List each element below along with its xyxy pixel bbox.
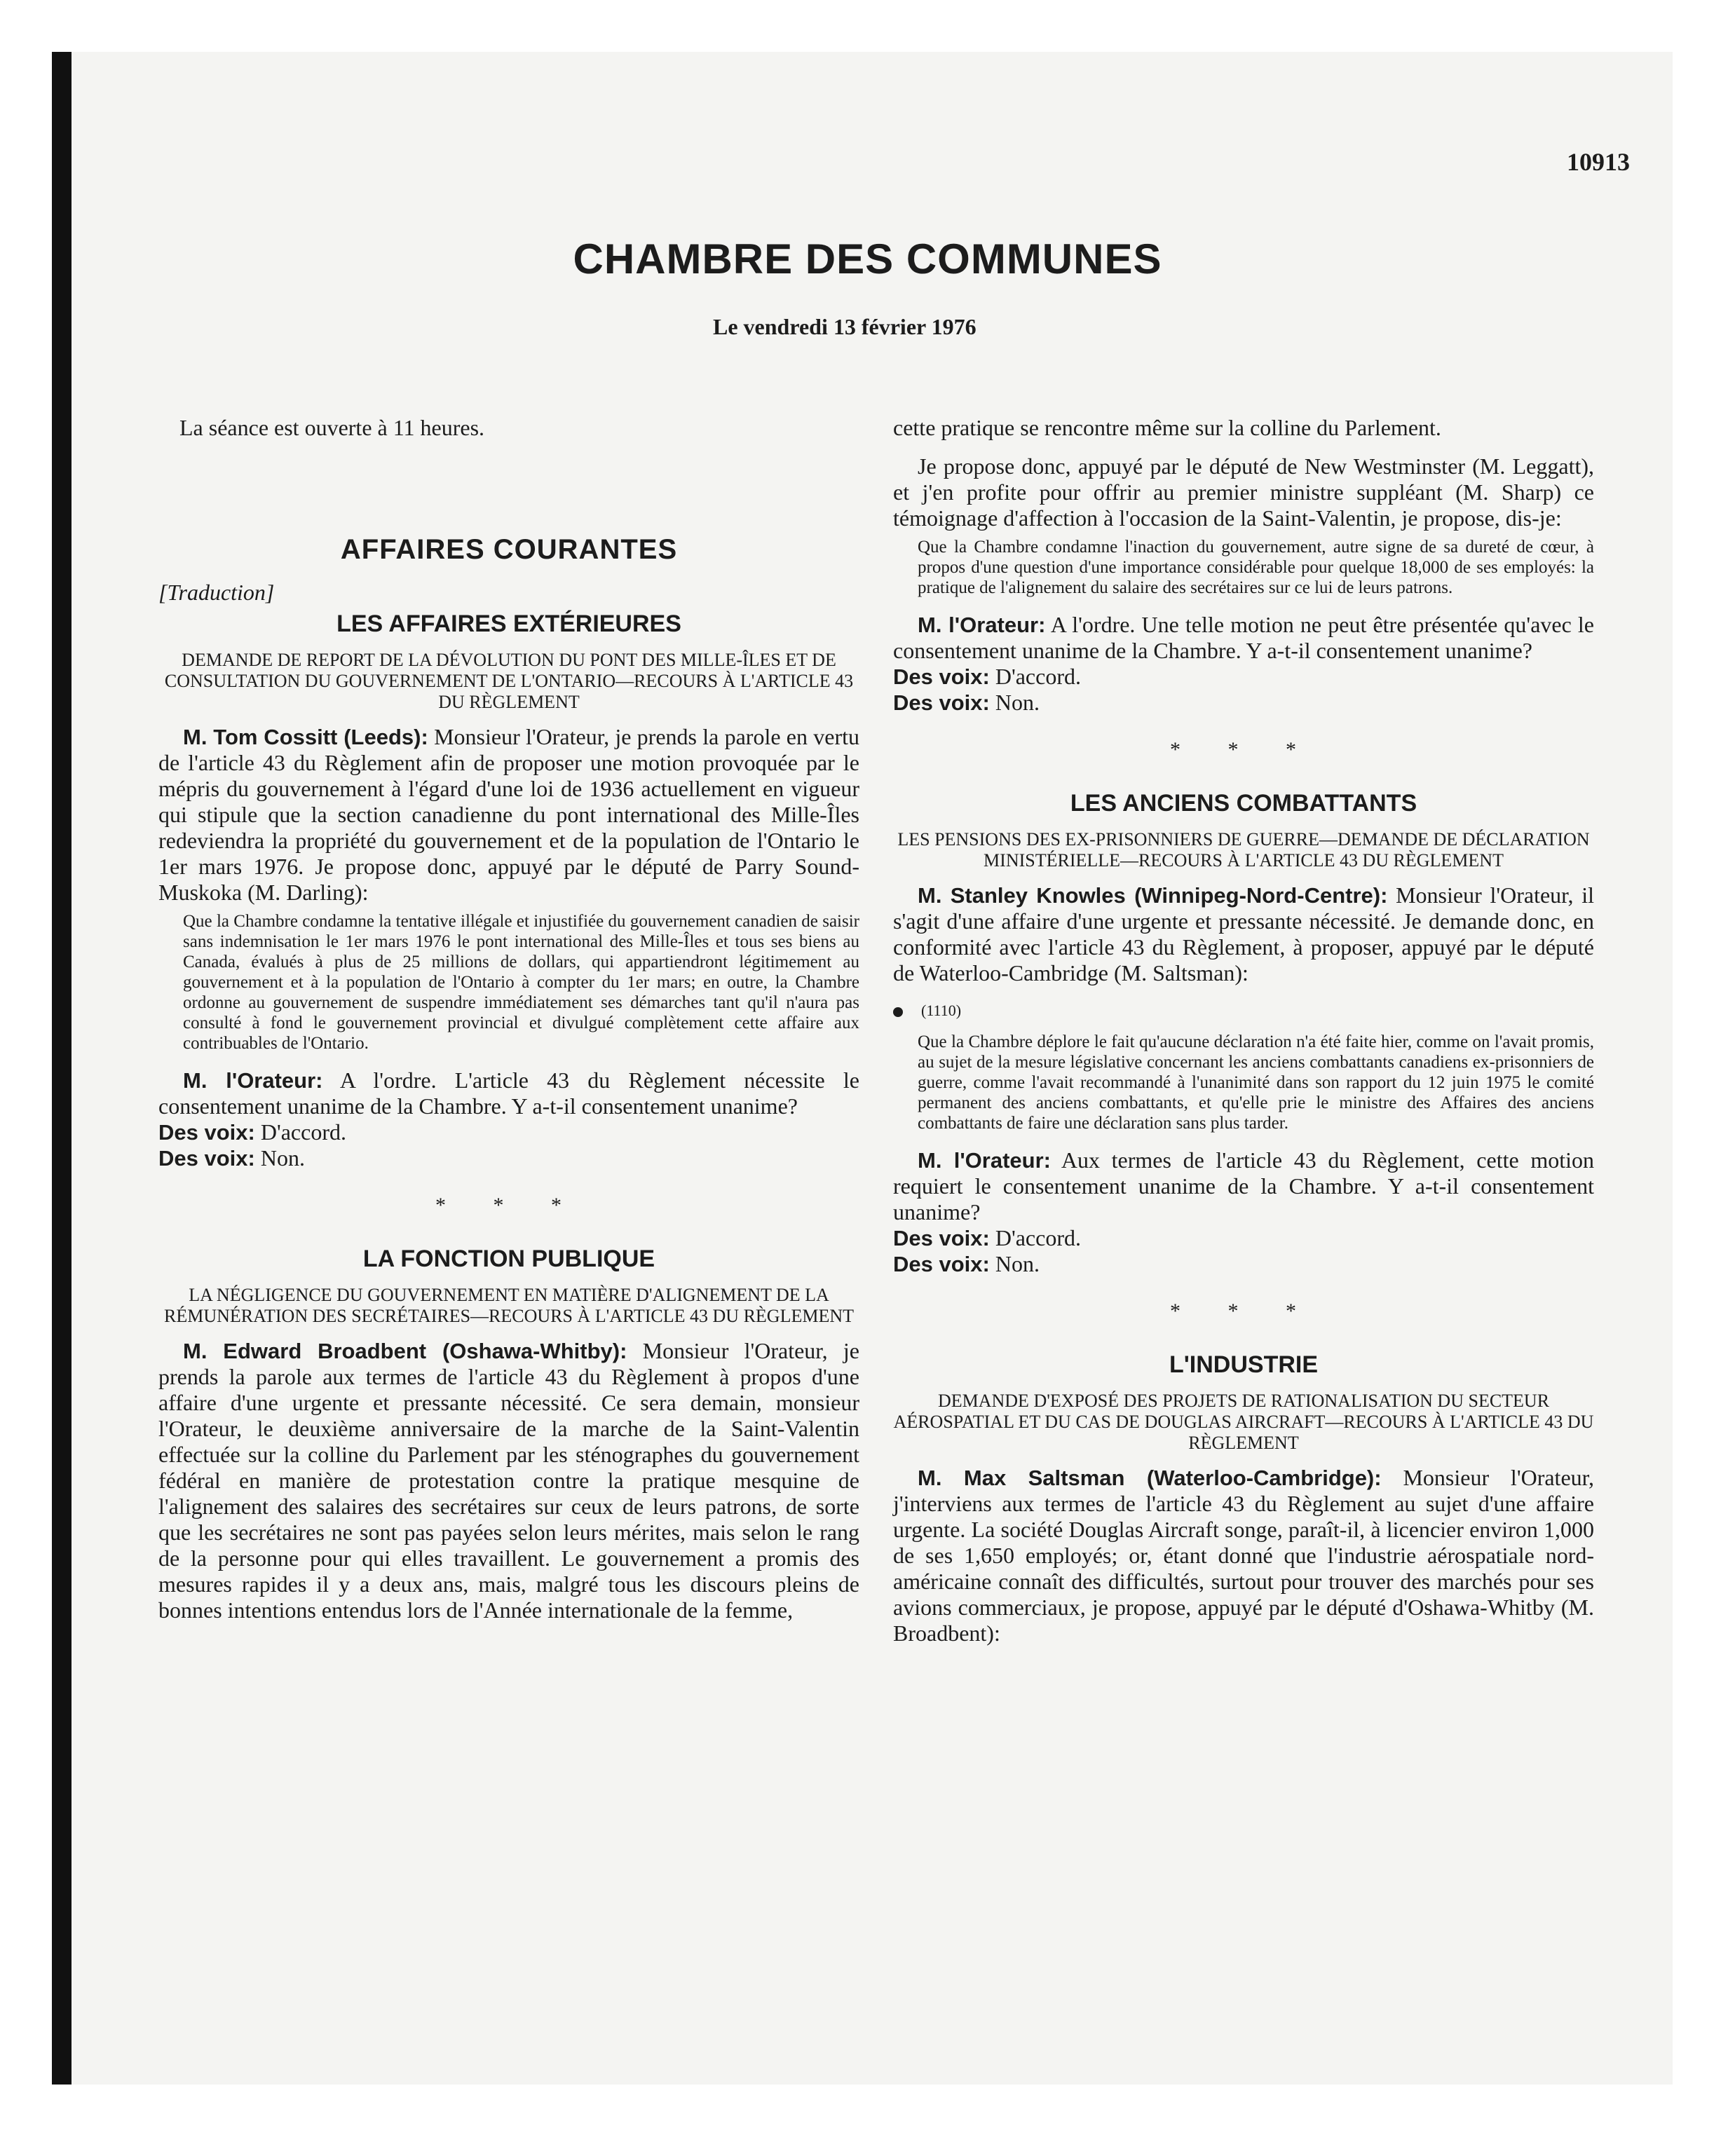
speaker-name: Des voix: — [893, 664, 990, 689]
vote-line — [893, 690, 1594, 716]
speech-text: Monsieur l'Orateur, il s'agit d'une affaire d'une urgente et pressante nécessité. Je demande donc, en conformité avec l'article 43 du Règlement, à proposer, appuyé par le député de Waterloo-Cambridge (M. Saltsman): — [893, 882, 1594, 985]
motion-text: Que la Chambre déplore le fait qu'aucune déclaration n'a été faite hier, comme on l'avait promis, au sujet de la mesure législative concernant les anciens combattants canadiens ex-prisonniers de guerre, comme l'avait recommandé à l'unanimité dans son rapport du 12 juin 1975 le comité permanent des anciens combattants, et qu'elle prie le ministre des Affaires des anciens combattants de faire une déclaration sans plus tarder. — [918, 1032, 1594, 1133]
section-separator: * * * — [1170, 1299, 1317, 1323]
binding-edge — [52, 52, 72, 2085]
section-heading-anciens-combattants: LES ANCIENS COMBATTANTS — [1070, 790, 1417, 817]
continued-text: Je propose donc, appuyé par le député de New Westminster (M. Leggatt), et j'en profite pour offrir au premier ministre suppléant (M. Sharp) ce témoignage d'affection à l'occasion de la Saint-Valentin, je propose, dis-je: — [893, 453, 1594, 531]
section-subheading: DEMANDE D'EXPOSÉ DES PROJETS DE RATIONALISATION DU SECTEUR AÉROSPATIAL ET DU CAS DE DOUGLAS AIRCRAFT—RECOURS À L'ARTICLE 43 DU RÈGLEMENT — [893, 1391, 1594, 1453]
right-column — [893, 415, 1594, 1646]
speech-orateur — [893, 612, 1594, 664]
vote-text: Non. — [260, 1145, 305, 1171]
vote-line — [893, 664, 1594, 690]
left-column — [158, 415, 859, 1623]
speech-cossitt — [158, 724, 859, 906]
section-subheading: DEMANDE DE REPORT DE LA DÉVOLUTION DU PONT DES MILLE-ÎLES ET DE CONSULTATION DU GOUVERNEMENT DE L'ONTARIO—RECOURS À L'ARTICLE 43 DU RÈGLEMENT — [164, 650, 854, 712]
section-subheading: LA NÉGLIGENCE DU GOUVERNEMENT EN MATIÈRE D'ALIGNEMENT DE LA RÉMUNÉRATION DES SECRÉTAIRES—RECOURS À L'ARTICLE 43 DU RÈGLEMENT — [164, 1285, 854, 1326]
vote-line — [158, 1145, 859, 1171]
section-subheading: LES PENSIONS DES EX-PRISONNIERS DE GUERRE—DEMANDE DE DÉCLARATION MINISTÉRIELLE—RECOURS À L'ARTICLE 43 DU RÈGLEMENT — [897, 829, 1590, 871]
vote-line — [893, 1251, 1594, 1277]
vote-text: D'accord. — [995, 1225, 1081, 1250]
speaker-name: Des voix: — [893, 690, 990, 715]
speech-orateur — [158, 1067, 859, 1119]
bullet-dot-icon — [893, 1007, 903, 1017]
speaker-name: Des voix: — [158, 1120, 255, 1145]
vote-line — [158, 1119, 859, 1145]
speech-text: A l'ordre. Une telle motion ne peut être présentée qu'avec le consentement unanime de la Chambre. Y a-t-il consentement unanime? — [893, 612, 1594, 663]
speaker-name: M. Edward Broadbent (Oshawa-Whitby): — [183, 1339, 627, 1363]
section-separator: * * * — [1170, 738, 1317, 761]
speech-orateur — [893, 1147, 1594, 1225]
speech-saltsman — [893, 1465, 1594, 1646]
speech-text: Aux termes de l'article 43 du Règlement, cette motion requiert le consentement unanime de la Chambre. Y a-t-il consentement unanime? — [893, 1147, 1595, 1224]
motion-text: Que la Chambre condamne l'inaction du gouvernement, autre signe de sa dureté de cœur, à propos d'une question d'une importance considérable pour quelque 18,000 de ses employés: la pratique de l'alignement du salaire des secrétaires sur ce lui de leurs patrons. — [918, 538, 1594, 597]
speaker-name: M. Max Saltsman (Waterloo-Cambridge): — [918, 1466, 1382, 1490]
speech-broadbent — [158, 1338, 859, 1623]
time-marker — [893, 997, 1594, 1023]
vote-text: Non. — [995, 1251, 1040, 1276]
section-heading-affaires-exterieures: LES AFFAIRES EXTÉRIEURES — [336, 610, 681, 637]
section-heading-industrie: L'INDUSTRIE — [1169, 1351, 1319, 1378]
section-separator: * * * — [435, 1194, 583, 1217]
speaker-name: Des voix: — [893, 1226, 990, 1250]
speech-text: Monsieur l'Orateur, j'interviens aux termes de l'article 43 du Règlement au sujet d'une affaire urgente. La société Douglas Aircraft songe, paraît-il, à licencier environ 1,000 de ses 1,650 employés; or, étant donné que l'industrie aérospatiale nord-américaine connaît des difficultés, surtout pour trouver des marchés pour ses avions commerciaux, je propose, appuyé par le député d'Oshawa-Whitby (M. Broadbent): — [893, 1465, 1595, 1646]
page-number: 10913 — [1567, 148, 1630, 176]
speaker-name: Des voix: — [893, 1252, 990, 1276]
speaker-name: M. Tom Cossitt (Leeds): — [183, 725, 428, 749]
speaker-name: Des voix: — [158, 1146, 255, 1171]
speaker-name: M. l'Orateur: — [918, 1148, 1051, 1173]
speech-knowles — [893, 882, 1594, 986]
opening-line: La séance est ouverte à 11 heures. — [179, 415, 485, 440]
vote-text: Non. — [995, 690, 1040, 715]
sitting-date: Le vendredi 13 février 1976 — [713, 314, 977, 339]
motion-text: Que la Chambre condamne la tentative illégale et injustifiée du gouvernement canadien de saisir sans indemnisation le 1er mars 1976 le pont international des Mille-Îles et tous ses biens au Canada, évalués à plus de 25 millions de dollars, qui appartiendront légitimement au gouvernement et à la population de l'Ontario à compter du 1er mars; en outre, la Chambre ordonne au gouvernement de suspendre immédiatement ses démarches tant qu'il n'aura pas consulté à fond le gouvernement provincial et divulgué complètement cette affaire aux contribuables de l'Ontario. — [183, 912, 859, 1053]
section-heading-fonction-publique: LA FONCTION PUBLIQUE — [362, 1246, 655, 1272]
continued-text: cette pratique se rencontre même sur la colline du Parlement. — [893, 415, 1441, 440]
vote-line — [893, 1225, 1594, 1251]
page-title: CHAMBRE DES COMMUNES — [573, 236, 1162, 282]
speaker-name: M. l'Orateur: — [918, 613, 1046, 637]
vote-text: D'accord. — [260, 1119, 346, 1145]
speaker-name: M. Stanley Knowles (Winnipeg-Nord-Centre): — [918, 883, 1388, 908]
traduction-label: [Traduction] — [158, 580, 275, 605]
vote-text: D'accord. — [995, 664, 1081, 689]
speech-text: Monsieur l'Orateur, je prends la parole en vertu de l'article 43 du Règlement afin de proposer une motion provoquée par le mépris du gouvernement à l'égard d'une loi de 1936 actuellement en vigueur qui stipule que la section canadienne du pont international des Mille-Îles redeviendra la propriété du gouvernement et de la population de l'Ontario le 1er mars 1976. Je propose donc, appuyé par le député de Parry Sound-Muskoka (M. Darling): — [158, 724, 860, 905]
time-stamp: (1110) — [921, 1002, 962, 1019]
speech-text: A l'ordre. L'article 43 du Règlement nécessite le consentement unanime de la Chambre. Y a-t-il consentement unanime? — [158, 1067, 860, 1119]
speech-text: Monsieur l'Orateur, je prends la parole aux termes de l'article 43 du Règlement à propos d'une affaire d'une urgente et pressante nécessité. Ce sera demain, monsieur l'Orateur, le deuxième anniversaire de la marche de la Saint-Valentin effectuée sur la colline du Parlement par les sténographes du gouvernement fédéral en manière de protestation contre la pratique mesquine de l'alignement des salaires des secrétaires sur ceux de leurs patrons, de sorte que les secrétaires ne sont pas payées selon leurs mérites, mais selon le rang de la personne pour qui elles travaillent. Le gouvernement a promis des mesures rapides il y a deux ans, mais, malgré tous les discours pleins de bonnes intentions entendus lors de l'Année internationale de la femme, — [158, 1338, 860, 1623]
speaker-name: M. l'Orateur: — [183, 1068, 323, 1093]
major-heading: AFFAIRES COURANTES — [340, 534, 678, 565]
